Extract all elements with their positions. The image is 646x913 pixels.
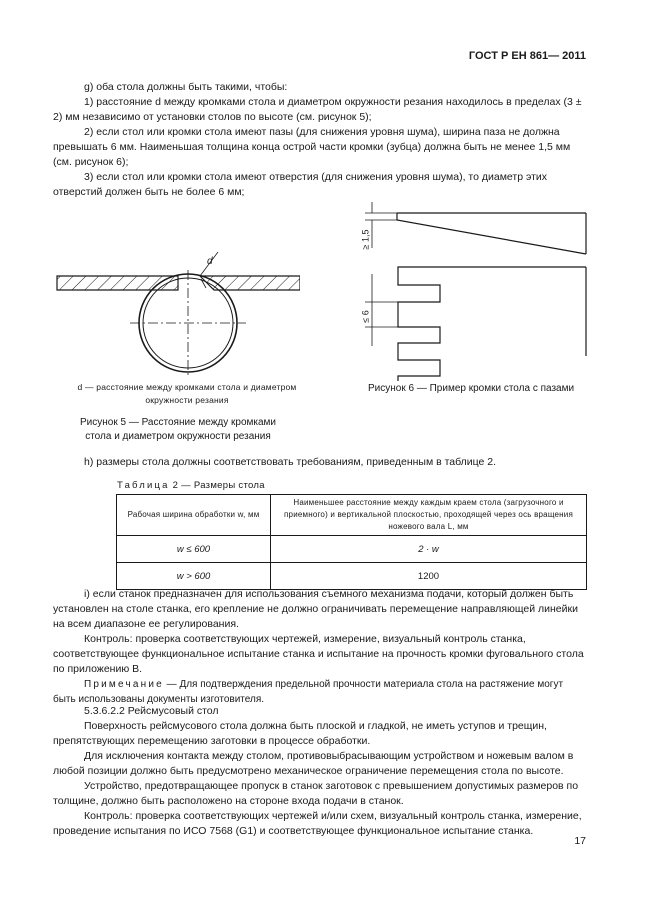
page-number: 17: [574, 835, 586, 847]
section-title: 5.3.6.2.2 Рейсмусовый стол: [84, 705, 219, 717]
table-2-caption: [117, 478, 265, 493]
table-cell-distance: 1200: [271, 563, 587, 590]
paragraph-contact: Для исключения контакта между столом, противовыбрасывающим устройством и ножевым валом в любой позиции должно быть предусмотрено механическое ограничение перемещения стола по высоте.: [53, 750, 574, 777]
table-cell-width: w ≤ 600: [117, 536, 271, 563]
figure-5-caption: Рисунок 5 — Расстояние между кромками стола и диаметром окружности резания: [79, 417, 277, 442]
paragraph-h: h) размеры стола должны соответствовать требованиям, приведенным в таблице 2.: [84, 456, 497, 468]
table-header-distance: Наименьшее расстояние между каждым краем стола (загрузочного и приемного) и вертикальной плоскостью, проходящей через ось вращения ножевого вала L, мм: [271, 495, 587, 536]
standard-designation: ГОСТ Р ЕН 861— 2011: [468, 50, 586, 62]
note-label: Примечание: [84, 679, 164, 690]
paragraph-control-1: Контроль: проверка соответствующих чертежей, измерение, визуальный контроль станка, соответствующее функциональное испытание станка и испытание на прочность кромки фуговального стола по приложению В.: [53, 633, 584, 675]
figure-6-drawing: [350, 196, 590, 381]
paragraph-surface: Поверхность рейсмусового стола должна быть плоской и гладкой, не иметь уступов и трещин, препятствующих перемещению заготовки в процессе обработки.: [53, 720, 547, 747]
figure-5-legend: d — расстояние между кромками стола и диаметром окружности резания: [77, 382, 297, 405]
figure-6-dimension-slot: ≤ 6: [360, 310, 371, 323]
note-text: — Для подтверждения предельной прочности материала стола на растяжение могут быть использованы документы изготовителя.: [53, 679, 564, 705]
figure-6-caption: Рисунок 6 — Пример кромки стола с пазами: [368, 383, 575, 394]
table-2-caption-rest: 2 — Размеры стола: [172, 480, 265, 491]
table-2: [116, 494, 587, 590]
table-row: [117, 536, 587, 563]
note: [53, 677, 586, 707]
table-cell-width: w > 600: [117, 563, 271, 590]
table-row: [117, 563, 587, 590]
figure-6-dimension-top: ≥ 1,5: [360, 229, 371, 250]
figure-5-drawing: [50, 248, 300, 378]
paragraph-i: i) если станок предназначен для использования съемного механизма подачи, который должен быть установлен на столе станка, его крепление не должно ограничивать перемещение направляющей линейки на всем диапазоне ее регулирования.: [53, 588, 578, 630]
table-cell-distance: 2 · w: [271, 536, 587, 563]
table-header-width: Рабочая ширина обработки w, мм: [117, 495, 271, 536]
paragraph-device: Устройство, предотвращающее пропуск в станок заготовок с превышением допустимых размеров по толщине, должно быть расположено на стороне входа подачи в станок.: [53, 780, 579, 807]
paragraph-control-2: Контроль: проверка соответствующих чертежей и/или схем, визуальный контроль станка, измерение, проведение испытания по ИСО 7568 (G1) и соответствующее функциональное испытание станка.: [53, 810, 582, 837]
table-2-caption-word: Таблица: [117, 480, 170, 491]
paragraph-g1: 1) расстояние d между кромками стола и диаметром окружности резания находилось в пределах (3 ± 2) мм независимо от установки столов по высоте (см. рисунок 5);: [53, 96, 582, 123]
paragraph-g: g) оба стола должны быть такими, чтобы:: [84, 81, 288, 93]
paragraph-g2: 2) если стол или кромки стола имеют пазы (для снижения уровня шума), ширина паза не должна превышать 6 мм. Наименьшая толщина конца острой части кромки (зубца) должна быть не менее 1,5 мм (см. рисунок 6);: [53, 126, 571, 168]
paragraph-g3: 3) если стол или кромки стола имеют отверстия (для снижения уровня шума), то диаметр этих отверстий должен быть не более 6 мм;: [53, 171, 548, 198]
figure-5-dimension-label: d: [207, 256, 213, 267]
